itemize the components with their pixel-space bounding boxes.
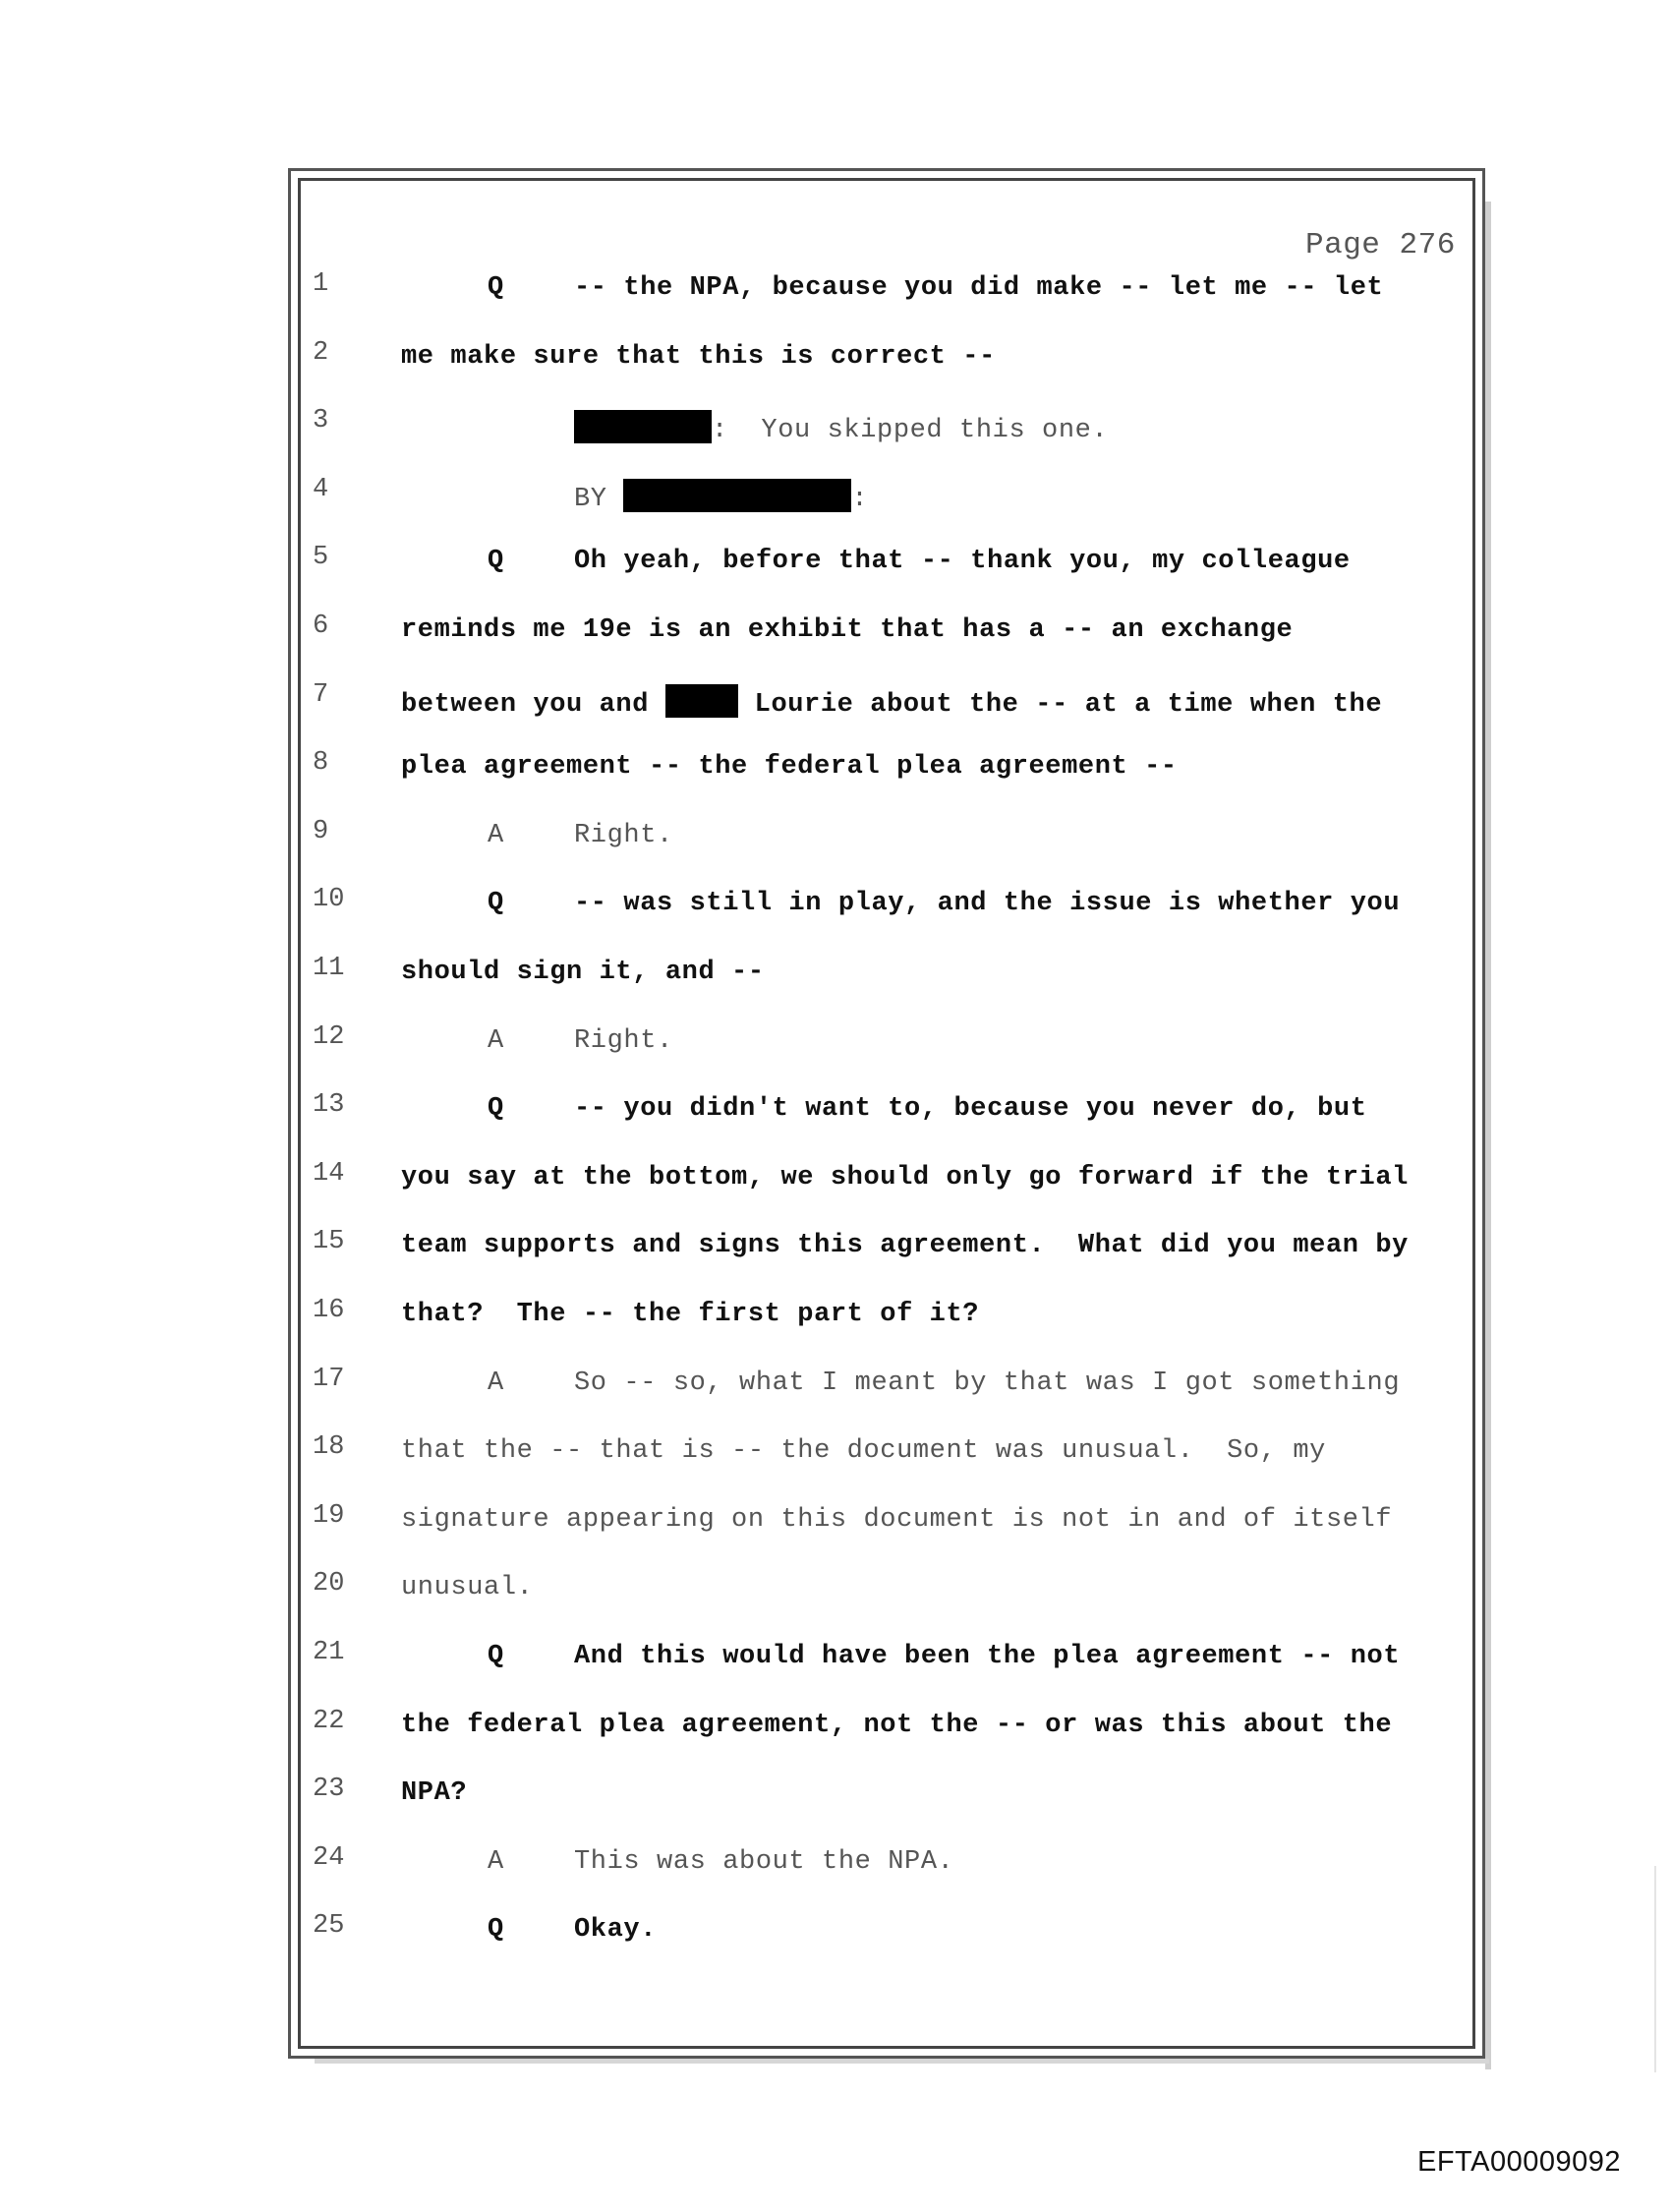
text-segment: should sign it, and -- <box>401 958 765 987</box>
text-segment: NPA? <box>401 1778 468 1809</box>
transcript-line <box>0 1775 1671 1820</box>
text-segment: : You skipped this one. <box>712 416 1109 446</box>
line-text <box>574 889 1400 918</box>
line-text <box>574 1915 657 1945</box>
line-text <box>574 1642 1400 1671</box>
transcript-line <box>0 406 1671 451</box>
line-number: 17 <box>313 1364 345 1394</box>
transcript-line <box>0 1365 1671 1410</box>
transcript-line <box>0 611 1671 657</box>
line-text <box>574 1026 673 1056</box>
text-segment: between you and <box>401 689 665 720</box>
line-number: 1 <box>313 269 329 299</box>
text-segment: : <box>851 484 869 514</box>
line-text <box>574 410 1108 445</box>
transcript-line <box>0 1843 1671 1889</box>
redaction-block <box>623 479 851 512</box>
text-segment: BY <box>574 484 624 514</box>
text-segment: Oh yeah, before that -- thank you, my colleague <box>574 547 1351 577</box>
document-id: EFTA00009092 <box>1417 2146 1621 2178</box>
transcript-line <box>0 475 1671 520</box>
frame-shadow-bottom <box>315 2059 1489 2064</box>
line-number: 12 <box>313 1021 345 1052</box>
transcript-line <box>0 1432 1671 1478</box>
transcript-line <box>0 885 1671 930</box>
transcript-line <box>0 1227 1671 1272</box>
line-text <box>574 1368 1400 1398</box>
line-text <box>401 752 1178 782</box>
line-text <box>401 342 996 372</box>
transcript-line <box>0 748 1671 793</box>
line-number: 19 <box>313 1500 345 1531</box>
text-segment: Right. <box>574 1025 673 1056</box>
line-text <box>574 479 868 514</box>
text-segment: -- the NPA, because you did make -- let me -- let <box>574 273 1384 303</box>
line-text <box>401 1300 979 1329</box>
line-text <box>401 684 1382 720</box>
line-text <box>574 547 1351 576</box>
speaker-label: Q <box>488 889 504 919</box>
line-number: 5 <box>313 543 329 573</box>
redaction-block <box>665 684 738 718</box>
transcript-line <box>0 680 1671 726</box>
speaker-label: Q <box>488 273 504 303</box>
line-text <box>574 1847 953 1877</box>
line-number: 18 <box>313 1432 345 1463</box>
transcript-line <box>0 1638 1671 1683</box>
transcript-line <box>0 1159 1671 1204</box>
line-text <box>401 1711 1392 1740</box>
text-segment: So -- so, what I meant by that was I got something <box>574 1368 1401 1398</box>
line-number: 25 <box>313 1911 345 1942</box>
text-segment: reminds me 19e is an exhibit that has a -- an exchange <box>401 615 1294 645</box>
line-text <box>401 1573 533 1602</box>
line-text <box>401 1505 1392 1535</box>
transcript-line <box>0 817 1671 862</box>
text-segment: And this would have been the plea agreement -- not <box>574 1642 1401 1671</box>
speaker-label: A <box>488 820 504 850</box>
speaker-label: Q <box>488 1915 504 1946</box>
line-number: 22 <box>313 1706 345 1736</box>
line-text <box>574 273 1383 303</box>
transcript-line <box>0 1296 1671 1341</box>
line-text <box>401 1163 1409 1193</box>
transcript-line <box>0 338 1671 383</box>
line-number: 2 <box>313 337 329 368</box>
text-segment: This was about the NPA. <box>574 1846 954 1877</box>
transcript-line <box>0 1090 1671 1135</box>
speaker-label: Q <box>488 1094 504 1125</box>
transcript-line <box>0 1707 1671 1752</box>
line-number: 4 <box>313 474 329 504</box>
line-number: 21 <box>313 1638 345 1667</box>
scan-edge-mark <box>1654 1866 1656 2072</box>
transcript-line <box>0 954 1671 999</box>
speaker-label: A <box>488 1025 504 1056</box>
transcript-line <box>0 1022 1671 1068</box>
speaker-label: Q <box>488 547 504 577</box>
text-segment: that? The -- the first part of it? <box>401 1300 980 1329</box>
line-number: 9 <box>313 816 329 846</box>
line-number: 20 <box>313 1569 345 1600</box>
line-number: 8 <box>313 748 329 779</box>
text-segment: Right. <box>574 820 673 850</box>
line-number: 16 <box>313 1296 345 1325</box>
line-number: 6 <box>313 611 329 641</box>
line-text <box>401 1231 1409 1260</box>
line-number: 10 <box>313 885 345 915</box>
text-segment: that the -- that is -- the document was unusual. So, my <box>401 1436 1326 1467</box>
speaker-label: Q <box>488 1642 504 1671</box>
line-text <box>401 1778 467 1808</box>
text-segment: Lourie about the -- at a time when the <box>737 689 1383 720</box>
transcript-line <box>0 543 1671 588</box>
text-segment: signature appearing on this document is not in and of itself <box>401 1504 1393 1535</box>
text-segment: the federal plea agreement, not the -- or was this about the <box>401 1710 1393 1740</box>
text-segment: Okay. <box>574 1915 658 1946</box>
text-segment: team supports and signs this agreement. What did you mean by <box>401 1231 1409 1261</box>
line-number: 14 <box>313 1158 345 1189</box>
transcript-line <box>0 1501 1671 1546</box>
speaker-label: A <box>488 1368 504 1398</box>
speaker-label: A <box>488 1846 504 1877</box>
transcript-line <box>0 269 1671 315</box>
line-text <box>574 1094 1367 1124</box>
line-text <box>574 821 673 850</box>
line-number: 13 <box>313 1090 345 1121</box>
line-number: 7 <box>313 679 329 710</box>
line-text <box>401 615 1293 645</box>
text-segment: plea agreement -- the federal plea agreement -- <box>401 752 1178 783</box>
line-text <box>401 958 765 987</box>
redaction-block <box>574 410 712 443</box>
line-number: 23 <box>313 1775 345 1805</box>
text-segment: -- was still in play, and the issue is whether you <box>574 889 1401 919</box>
text-segment: me make sure that this is correct -- <box>401 341 996 372</box>
text-segment: unusual. <box>401 1573 534 1603</box>
line-text <box>401 1436 1326 1466</box>
line-number: 11 <box>313 954 345 983</box>
page-number: Page 276 <box>1305 228 1456 262</box>
text-segment: -- you didn't want to, because you never do, but <box>574 1094 1367 1125</box>
line-number: 3 <box>313 406 329 437</box>
transcript-line <box>0 1569 1671 1614</box>
text-segment: you say at the bottom, we should only go forward if the trial <box>401 1162 1409 1193</box>
line-number: 24 <box>313 1842 345 1873</box>
line-number: 15 <box>313 1227 345 1257</box>
transcript-line <box>0 1911 1671 1956</box>
